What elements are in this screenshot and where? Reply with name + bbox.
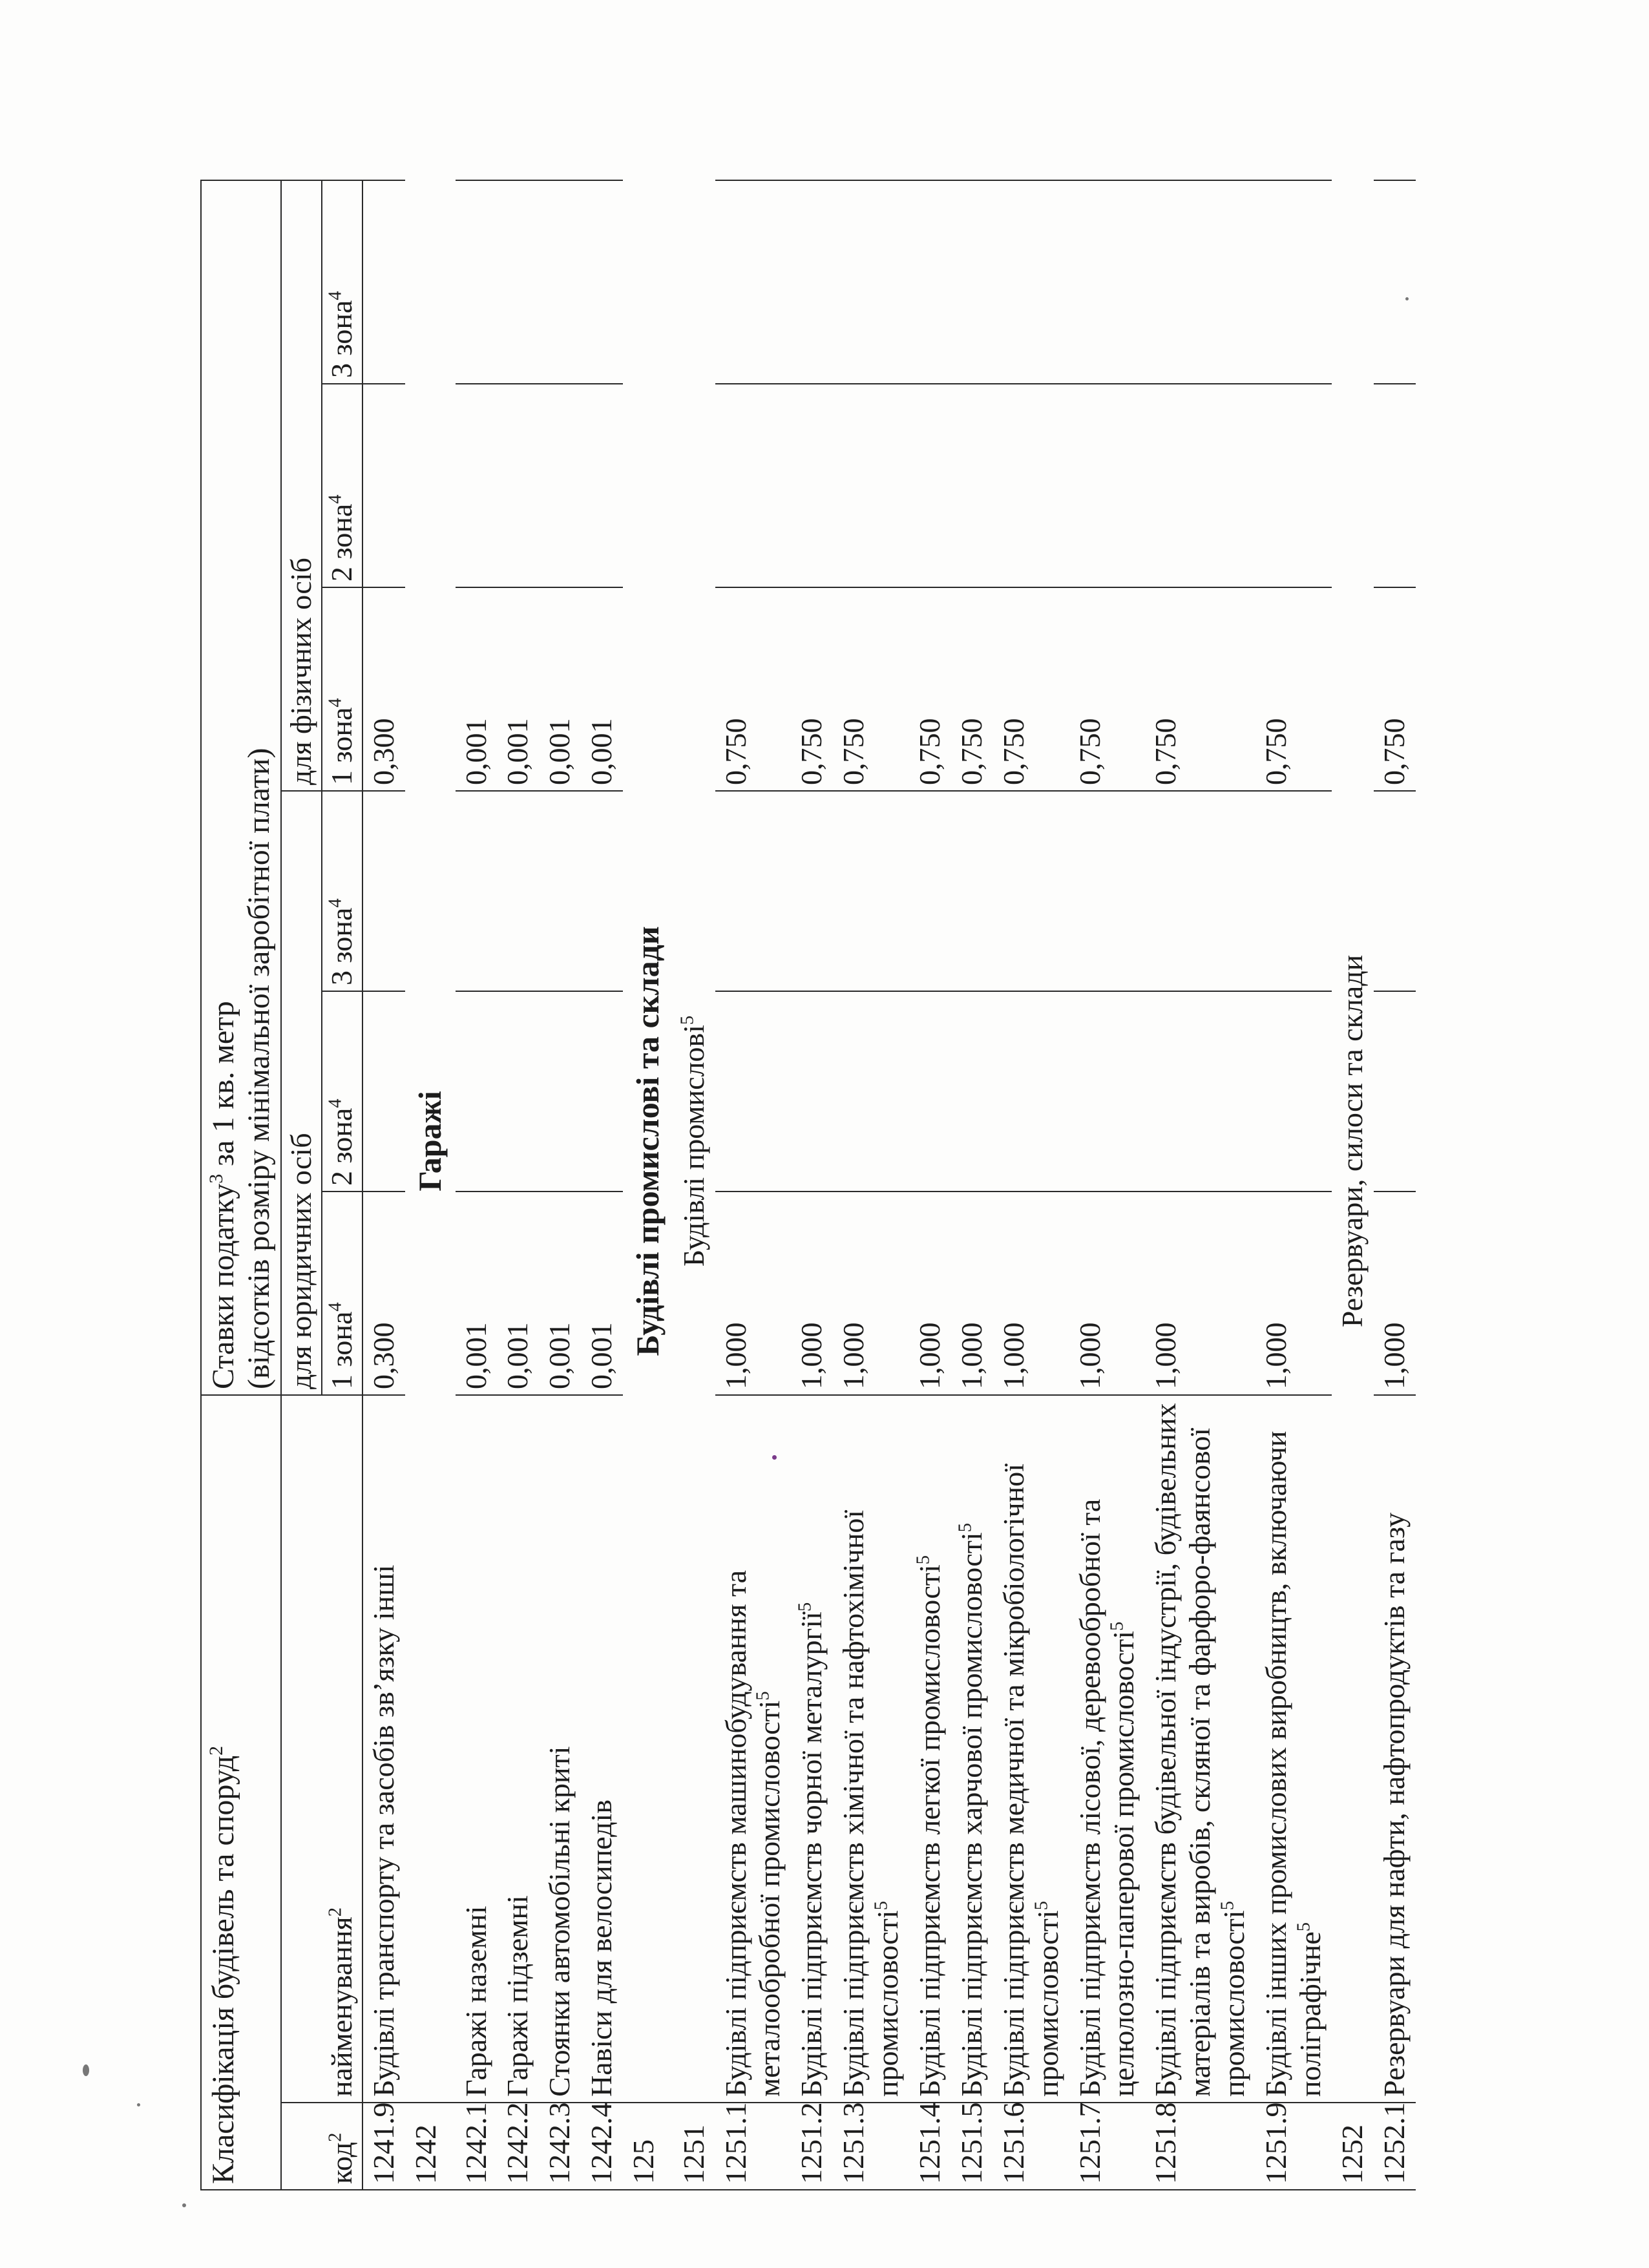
row-phys-zone-1: 0,001 — [497, 587, 539, 791]
row-legal-zone-2 — [539, 991, 581, 1192]
row-code: 1251.8 — [1145, 2103, 1255, 2190]
row-phys-zone-1: 0,750 — [1374, 587, 1416, 791]
table-row — [1069, 180, 1146, 2190]
row-phys-zone-3 — [833, 180, 909, 384]
table-row — [1145, 180, 1255, 2190]
row-legal-zone-1: 1,000 — [791, 1192, 833, 1395]
row-legal-zone-3 — [951, 791, 993, 991]
section-title: Гаражі — [412, 1091, 448, 1192]
row-legal-zone-2 — [993, 991, 1069, 1192]
row-phys-zone-3 — [456, 180, 498, 384]
row-legal-zone-1: 1,000 — [715, 1192, 792, 1395]
row-code: 1242.1 — [456, 2103, 498, 2190]
section-row — [405, 180, 456, 2190]
row-legal-zone-2 — [909, 991, 951, 1192]
row-phys-zone-2 — [715, 384, 792, 587]
row-code: 125 — [623, 2103, 673, 2190]
section-title: Будівлі промислові та склади — [629, 926, 666, 1356]
row-legal-zone-3 — [1145, 791, 1255, 991]
tax-rates-table — [200, 180, 1416, 2190]
row-legal-zone-1: 1,000 — [1374, 1192, 1416, 1395]
subsection-title: Резервуари, силоси та склади — [1335, 954, 1369, 1328]
row-phys-zone-1: 0,750 — [993, 587, 1069, 791]
row-phys-zone-2 — [362, 384, 405, 587]
header-rates: Ставки податку$^3$ за 1 кв. метр (відсотків розміру мінімальної заробітної плати) — [201, 180, 281, 1395]
row-code: 1251.5 — [951, 2103, 993, 2190]
row-name: Будівлі підприємств лісової, деревообробної та целюлозно-паперової промисловості$^5$ — [1069, 1395, 1146, 2103]
row-code: 1251.2 — [791, 2103, 833, 2190]
row-legal-zone-2 — [833, 991, 909, 1192]
scan-speck — [182, 2203, 186, 2207]
subsection-row — [1332, 180, 1374, 2190]
table-row — [497, 180, 539, 2190]
row-legal-zone-2 — [456, 991, 498, 1192]
table-row — [715, 180, 792, 2190]
row-legal-zone-3 — [539, 791, 581, 991]
row-legal-zone-2 — [1255, 991, 1332, 1192]
table-row — [993, 180, 1069, 2190]
row-legal-zone-1: 1,000 — [1255, 1192, 1332, 1395]
row-legal-zone-2 — [715, 991, 792, 1192]
row-legal-zone-3 — [497, 791, 539, 991]
row-legal-zone-2 — [951, 991, 993, 1192]
row-legal-zone-1: 0,001 — [497, 1192, 539, 1395]
row-legal-zone-1: 1,000 — [1145, 1192, 1255, 1395]
row-phys-zone-2 — [1374, 384, 1416, 587]
row-name: Будівлі підприємств будівельної індустрії, будівельних матеріалів та виробів, скляної та фарфоро-фаянсової промисловості$^5$ — [1145, 1395, 1255, 2103]
row-legal-zone-3 — [1069, 791, 1146, 991]
row-code: 1251.1 — [715, 2103, 792, 2190]
row-phys-zone-3 — [951, 180, 993, 384]
row-code: 1252 — [1332, 2103, 1374, 2190]
row-legal-zone-3 — [993, 791, 1069, 991]
row-legal-zone-2 — [497, 991, 539, 1192]
header-legal-zone-1: 1 зона$^4$ — [322, 1192, 362, 1395]
row-phys-zone-1: 0,750 — [1255, 587, 1332, 791]
section-row — [623, 180, 673, 2190]
row-phys-zone-1: 0,750 — [909, 587, 951, 791]
row-legal-zone-3 — [581, 791, 623, 991]
table-row — [833, 180, 909, 2190]
row-phys-zone-3 — [362, 180, 405, 384]
header-phys-zone-3: 3 зона$^4$ — [322, 180, 362, 384]
row-phys-zone-2 — [581, 384, 623, 587]
row-name: Будівлі підприємств хімічної та нафтохімічної промисловості$^5$ — [833, 1395, 909, 2103]
row-name: Гаражі наземні — [456, 1395, 498, 2103]
row-name: Резервуари для нафти, нафтопродуктів та газу — [1374, 1395, 1416, 2103]
row-phys-zone-2 — [497, 384, 539, 587]
row-name: Будівлі підприємств машинобудування та металообробної промисловості$^5$ — [715, 1395, 792, 2103]
row-code: 1252.1 — [1374, 2103, 1416, 2190]
header-legal-entities: для юридичних осіб — [281, 791, 322, 1395]
row-phys-zone-3 — [791, 180, 833, 384]
scan-speck — [1405, 297, 1409, 300]
header-individuals: для фізичних осіб — [281, 180, 322, 791]
row-phys-zone-1: 0,750 — [1069, 587, 1146, 791]
header-legal-zone-2: 2 зона$^4$ — [322, 991, 362, 1192]
row-phys-zone-1: 0,750 — [1145, 587, 1255, 791]
table-row — [791, 180, 833, 2190]
scan-speck — [137, 2103, 140, 2106]
row-name: Будівлі підприємств харчової промисловості$^5$ — [951, 1395, 993, 2103]
row-legal-zone-1: 0,001 — [581, 1192, 623, 1395]
row-code: 1242.4 — [581, 2103, 623, 2190]
row-phys-zone-3 — [993, 180, 1069, 384]
row-phys-zone-1: 0,750 — [791, 587, 833, 791]
table-row — [539, 180, 581, 2190]
row-legal-zone-3 — [456, 791, 498, 991]
row-code: 1242.2 — [497, 2103, 539, 2190]
row-phys-zone-2 — [909, 384, 951, 587]
row-phys-zone-3 — [1255, 180, 1332, 384]
row-code: 1251 — [673, 2103, 715, 2190]
row-phys-zone-2 — [791, 384, 833, 587]
scan-speck — [83, 2064, 89, 2076]
row-legal-zone-3 — [1255, 791, 1332, 991]
row-phys-zone-3 — [581, 180, 623, 384]
row-legal-zone-2 — [1145, 991, 1255, 1192]
row-legal-zone-1: 1,000 — [909, 1192, 951, 1395]
row-phys-zone-2 — [1255, 384, 1332, 587]
row-code: 1241.9 — [362, 2103, 405, 2190]
header-row-1 — [201, 180, 281, 2190]
header-code: код$^2$ — [281, 2103, 362, 2190]
row-phys-zone-1: 0,001 — [581, 587, 623, 791]
scan-speck — [772, 1455, 777, 1460]
row-phys-zone-3 — [539, 180, 581, 384]
row-legal-zone-2 — [791, 991, 833, 1192]
row-code: 1251.7 — [1069, 2103, 1146, 2190]
row-code: 1251.4 — [909, 2103, 951, 2190]
row-legal-zone-2 — [1374, 991, 1416, 1192]
row-code: 1242 — [405, 2103, 456, 2190]
header-name: найменування$^2$ — [281, 1395, 362, 2103]
row-phys-zone-2 — [1069, 384, 1146, 587]
row-code: 1251.3 — [833, 2103, 909, 2190]
row-legal-zone-1: 1,000 — [993, 1192, 1069, 1395]
row-legal-zone-2 — [581, 991, 623, 1192]
row-code: 1242.3 — [539, 2103, 581, 2190]
row-phys-zone-2 — [951, 384, 993, 587]
row-legal-zone-3 — [1374, 791, 1416, 991]
row-legal-zone-1: 0,001 — [539, 1192, 581, 1395]
row-name: Стоянки автомобільні криті — [539, 1395, 581, 2103]
header-phys-zone-1: 1 зона$^4$ — [322, 587, 362, 791]
row-legal-zone-1: 1,000 — [833, 1192, 909, 1395]
row-legal-zone-1: 0,001 — [456, 1192, 498, 1395]
row-phys-zone-1: 0,300 — [362, 587, 405, 791]
row-phys-zone-1: 0,001 — [539, 587, 581, 791]
row-legal-zone-3 — [833, 791, 909, 991]
row-code: 1251.9 — [1255, 2103, 1332, 2190]
row-name: Навіси для велосипедів — [581, 1395, 623, 2103]
row-phys-zone-1: 0,750 — [833, 587, 909, 791]
row-legal-zone-3 — [791, 791, 833, 991]
subsection-row — [673, 180, 715, 2190]
row-phys-zone-1: 0,750 — [951, 587, 993, 791]
header-phys-zone-2: 2 зона$^4$ — [322, 384, 362, 587]
row-phys-zone-3 — [1374, 180, 1416, 384]
row-legal-zone-1: 1,000 — [951, 1192, 993, 1395]
row-phys-zone-1: 0,001 — [456, 587, 498, 791]
table-row — [951, 180, 993, 2190]
rotated-table-sheet — [200, 181, 1447, 2190]
row-name: Будівлі транспорту та засобів зв’язку інші — [362, 1395, 405, 2103]
row-phys-zone-3 — [1145, 180, 1255, 384]
row-phys-zone-1: 0,750 — [715, 587, 792, 791]
row-phys-zone-3 — [497, 180, 539, 384]
subsection-title: Будівлі промислові$^5$ — [677, 1015, 710, 1267]
table-row — [362, 180, 405, 2190]
row-legal-zone-2 — [362, 991, 405, 1192]
row-phys-zone-2 — [456, 384, 498, 587]
row-name: Будівлі підприємств медичної та мікробіологічної промисловості$^5$ — [993, 1395, 1069, 2103]
row-phys-zone-2 — [539, 384, 581, 587]
row-code: 1251.6 — [993, 2103, 1069, 2190]
row-legal-zone-3 — [362, 791, 405, 991]
table-row — [1255, 180, 1332, 2190]
row-name: Гаражі підземні — [497, 1395, 539, 2103]
header-row-2 — [281, 180, 322, 2190]
row-legal-zone-3 — [909, 791, 951, 991]
row-name: Будівлі підприємств чорної металургії$^5$ — [791, 1395, 833, 2103]
row-legal-zone-1: 0,300 — [362, 1192, 405, 1395]
row-legal-zone-2 — [1069, 991, 1146, 1192]
row-name: Будівлі підприємств легкої промисловості$^5$ — [909, 1395, 951, 2103]
table-row — [909, 180, 951, 2190]
table-row — [456, 180, 498, 2190]
row-phys-zone-2 — [1145, 384, 1255, 587]
table-row — [581, 180, 623, 2190]
row-name: Будівлі інших промислових виробництв, включаючи поліграфічне$^5$ — [1255, 1395, 1332, 2103]
row-phys-zone-2 — [833, 384, 909, 587]
row-phys-zone-3 — [909, 180, 951, 384]
row-phys-zone-3 — [1069, 180, 1146, 384]
row-phys-zone-3 — [715, 180, 792, 384]
row-legal-zone-1: 1,000 — [1069, 1192, 1146, 1395]
header-classification: Класифікація будівель та споруд$^2$ — [201, 1395, 281, 2190]
row-legal-zone-3 — [715, 791, 792, 991]
table-body — [362, 180, 1415, 2190]
table-row — [1374, 180, 1416, 2190]
row-phys-zone-2 — [993, 384, 1069, 587]
header-legal-zone-3: 3 зона$^4$ — [322, 791, 362, 991]
